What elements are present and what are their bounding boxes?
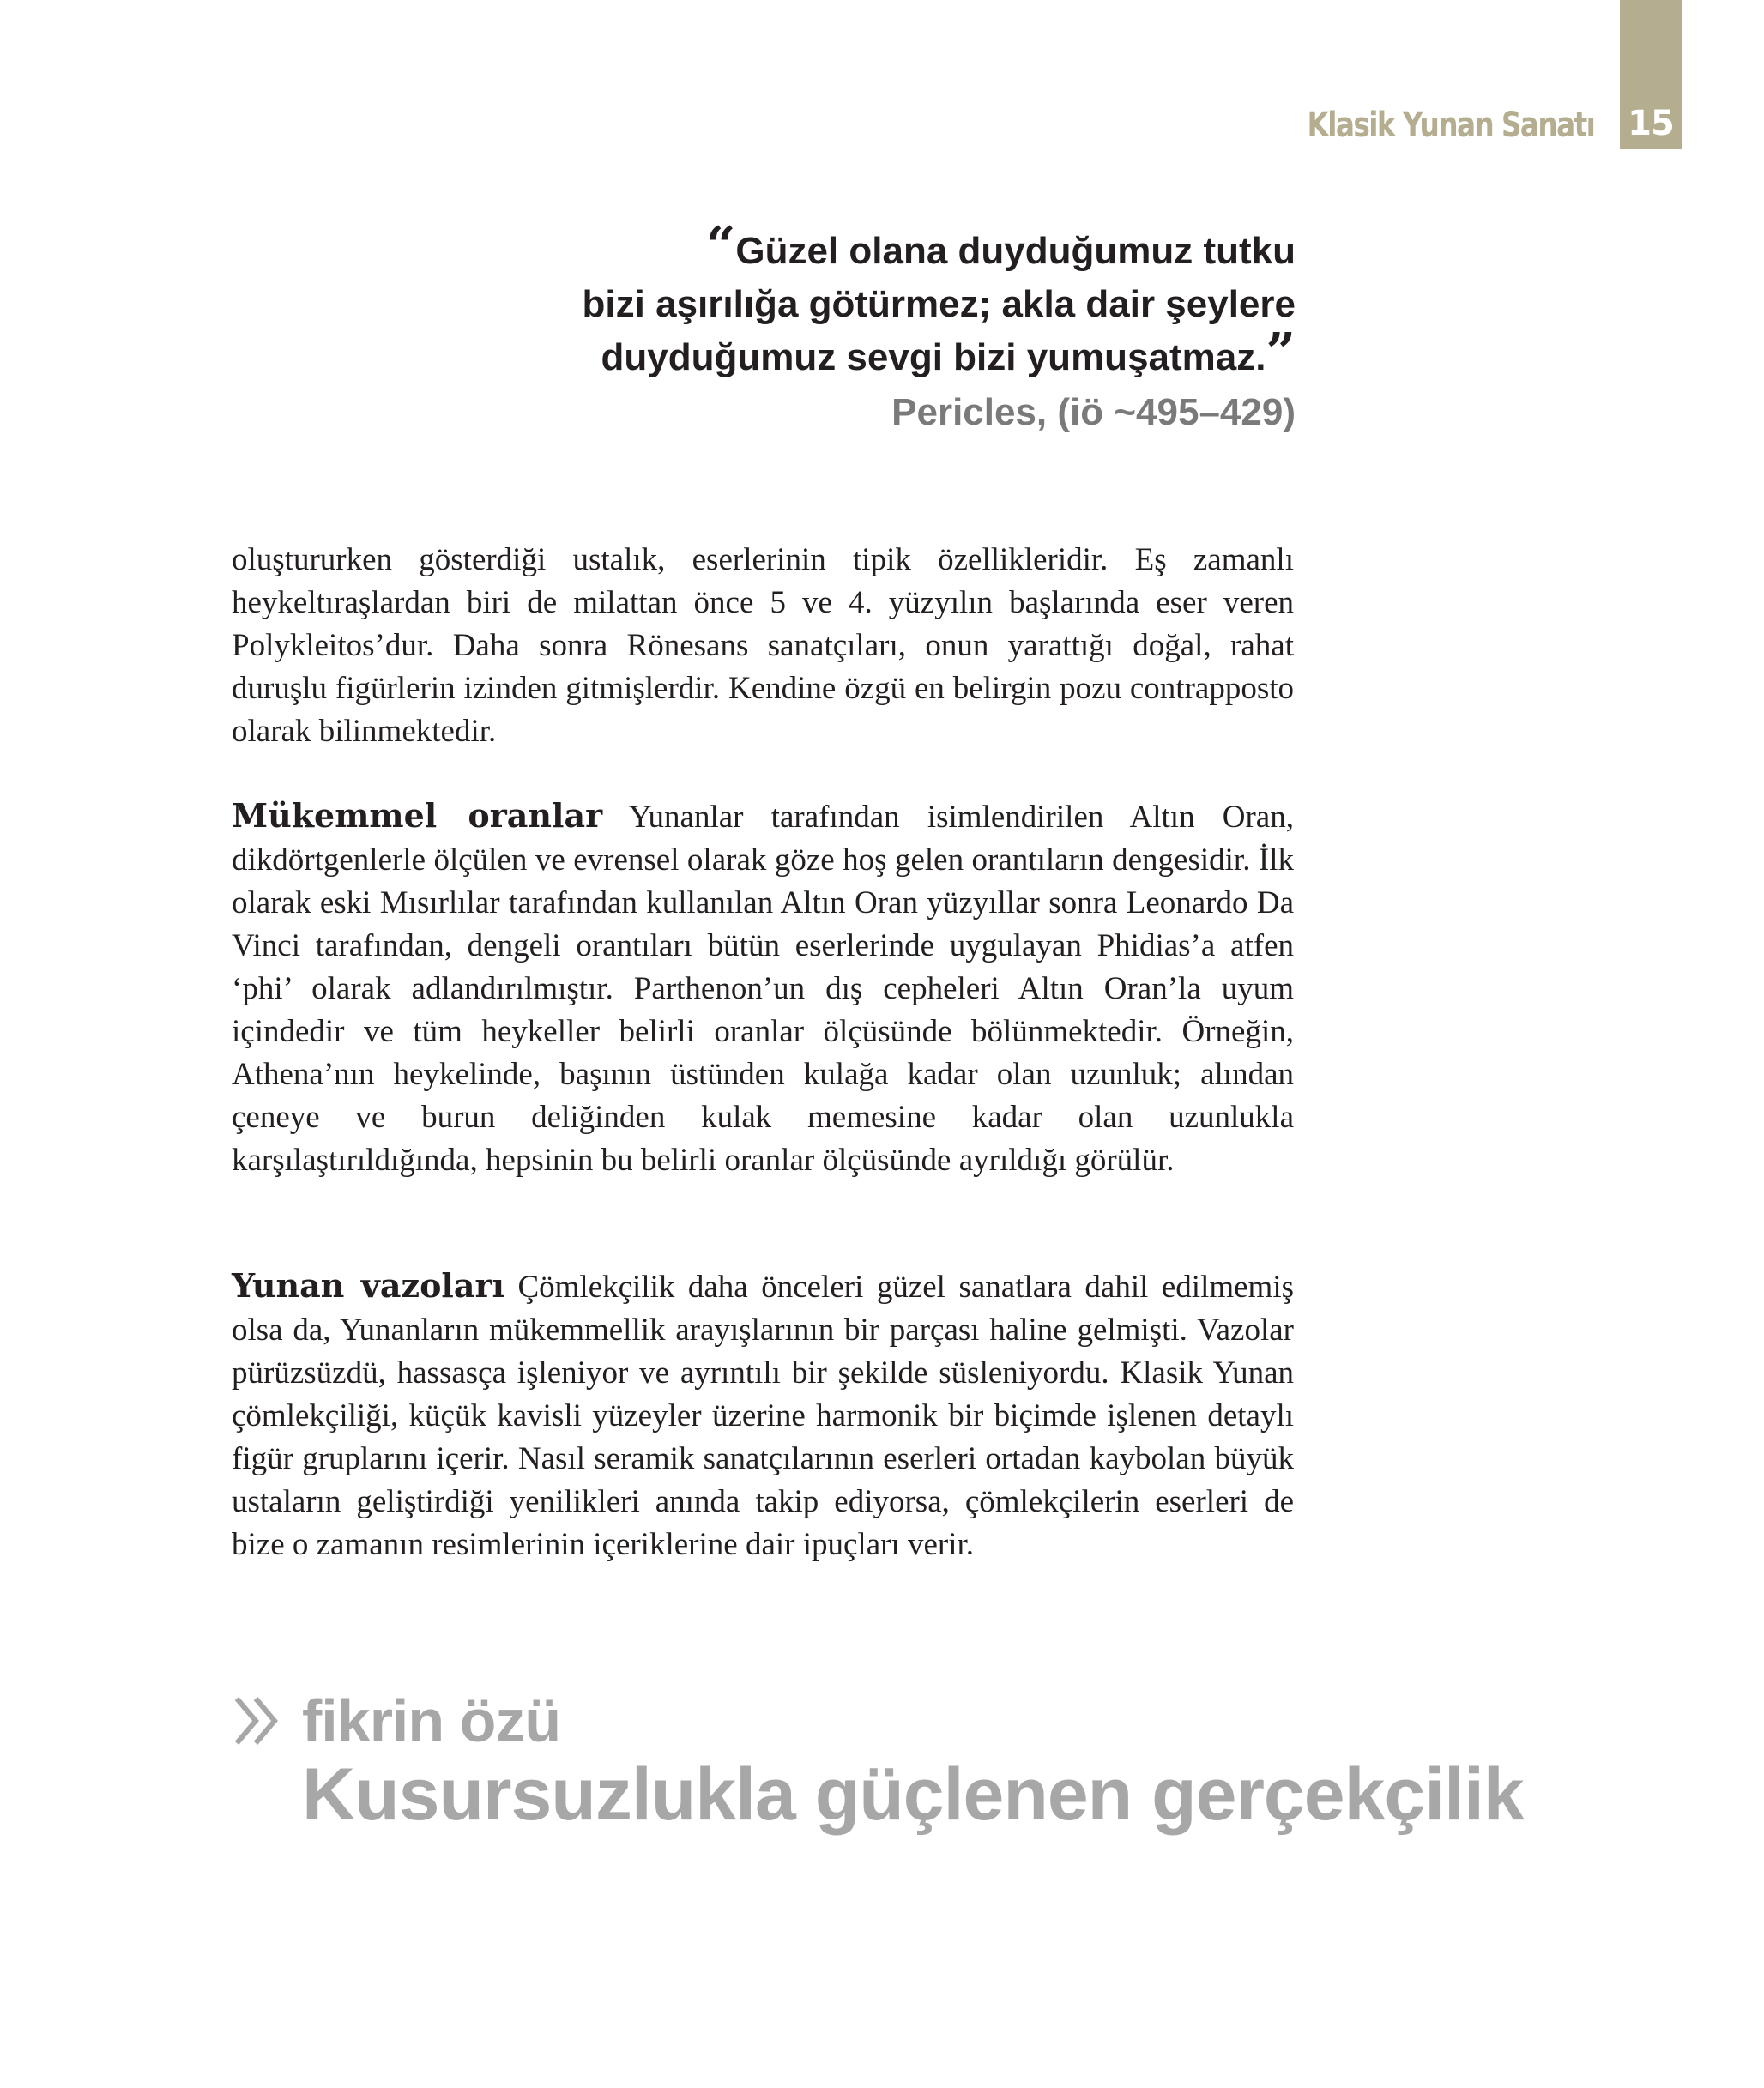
paragraph-greek-vases xyxy=(232,1264,1294,1566)
quote-line-1 xyxy=(438,216,1296,278)
double-chevron-right-icon xyxy=(232,1693,283,1748)
quote-line-1-text: Güzel olana duyduğumuz tutku xyxy=(735,230,1296,272)
section-heading-greek-vases: Yunan vazoları xyxy=(232,1266,504,1305)
close-quote-mark: ” xyxy=(1266,323,1296,383)
paragraph-continuation xyxy=(232,539,1294,753)
page-number: 15 xyxy=(1628,104,1674,143)
key-idea-label-row xyxy=(232,1687,1524,1755)
pull-quote xyxy=(438,216,1296,439)
open-quote-mark: “ xyxy=(705,216,736,276)
quote-line-3-text: duyduğumuz sevgi bizi yumuşatmaz. xyxy=(601,336,1266,378)
quote-author: Pericles, (iö ~495–429) xyxy=(891,391,1296,433)
paragraph-text: Yunanlar tarafından isimlendirilen Altın Oran, dikdörtgenlerle ölçülen ve evrensel olarak göze hoş gelen orantıların dengesidir. İlk olarak eski Mısırlılar tarafından kullanılan Altın Oran yüzyıllar sonra Leonardo Da Vinci tarafından, dengeli orantıları bütün eserlerinde uygulayan Phidias’a atfen ‘phi’ olarak adlandırılmıştır. Parthenon’un dış cepheleri Altın Oran’la uyum içindedir ve tüm heykeller belirli oranlar ölçüsünde bölünmektedir. Örneğin, Athena’nın heykelinde, başının üstünden kulağa kadar olan uzunluk; alından çeneye ve burun deliğinden kulak memesine kadar olan uzunlukla karşılaştırıldığında, hepsinin bu belirli oranlar ölçüsünde ayrıldığı görülür. xyxy=(232,800,1294,1178)
section-heading-golden-ratio: Mükemmel oranlar xyxy=(232,796,603,835)
quote-line-2: bizi aşırılığa götürmez; akla dair şeylere xyxy=(582,283,1296,325)
quote-line-3 xyxy=(438,323,1296,384)
running-header: Klasik Yunan Sanatı xyxy=(1307,106,1594,145)
paragraph-text: oluştururken gösterdiği ustalık, eserlerinin tipik özellikleridir. Eş zamanlı heykeltıraşlardan biri de milattan önce 5 ve 4. yüzyılın başlarında eser veren Polykleitos’dur. Daha sonra Rönesans sanatçıları, onun yarattığı doğal, rahat duruşlu figürlerin izinden gitmişlerdir. Kendine özgü en belirgin pozu contrapposto olarak bilinmektedir. xyxy=(232,542,1294,749)
key-idea-box xyxy=(232,1687,1524,1834)
key-idea-label: fikrin özü xyxy=(302,1687,561,1754)
paragraph-text: Çömlekçilik daha önceleri güzel sanatlara dahil edilmemiş olsa da, Yunanların mükemmellik arayışlarının bir parçası haline gelmişti. Vazolar pürüzsüzdü, hassasça işleniyor ve ayrıntılı bir şekilde süsleniyordu. Klasik Yunan çömlekçiliği, küçük kavisli yüzeyler üzerine harmonik bir biçimde işlenen detaylı figür gruplarını içerir. Nasıl seramik sanatçılarının eserleri ortadan kaybolan büyük ustaların geliştirdiği yenilikleri anında takip ediyorsa, çömlekçilerin eserleri de bize o zamanın resimlerinin içeriklerine dair ipuçları verir. xyxy=(232,1270,1295,1562)
key-idea-title: Kusursuzlukla güçlenen gerçekçilik xyxy=(302,1753,1524,1836)
paragraph-golden-ratio xyxy=(232,794,1294,1182)
